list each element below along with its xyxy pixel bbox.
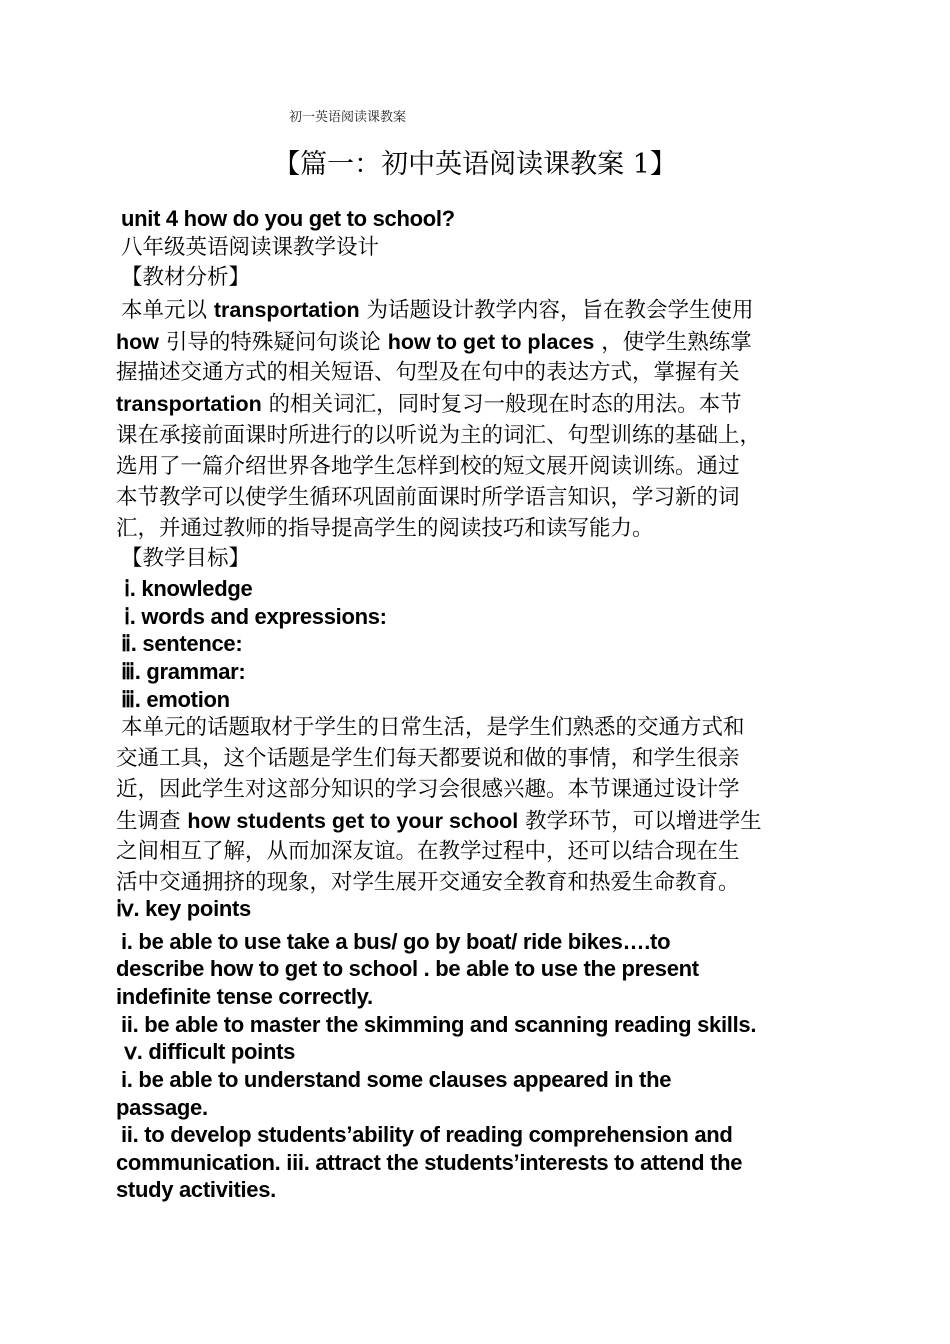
document-title: 【篇一：初中英语阅读课教案 1】 xyxy=(273,149,677,180)
paragraph-line: 近，因此学生对这部分知识的学习会很感兴趣。本节课通过设计学 xyxy=(116,777,740,802)
key-point-line: i. be able to use take a bus/ go by boat/ ride bikes….to xyxy=(121,929,671,954)
goal-item: ⅲ. grammar: xyxy=(121,659,246,684)
difficult-point-line: passage. xyxy=(116,1095,208,1120)
section-heading-goals: 【教学目标】 xyxy=(121,546,251,571)
key-points-heading: ⅳ. key points xyxy=(116,896,251,921)
paragraph-line: 握描述交通方式的相关短语、句型及在句中的表达方式，掌握有关 xyxy=(116,360,740,385)
paragraph-line: 本单元的话题取材于学生的日常生活，是学生们熟悉的交通方式和 xyxy=(121,715,745,740)
paragraph-line: 之间相互了解，从而加深友谊。在教学过程中，还可以结合现在生 xyxy=(116,839,740,864)
difficult-point-line: communication. iii. attract the students’interests to attend the xyxy=(116,1150,743,1175)
paragraph-line: 生调查 how students get to your school 教学环节，可以增进学生 xyxy=(116,809,762,834)
key-point-line: describe how to get to school . be able to use the present xyxy=(116,956,699,981)
paragraph-line: transportation 的相关词汇，同时复习一般现在时态的用法。本节 xyxy=(116,392,742,417)
key-point-line: indefinite tense correctly. xyxy=(116,984,373,1009)
paragraph-line: 汇，并通过教师的指导提高学生的阅读技巧和读写能力。 xyxy=(116,516,654,541)
paragraph-line: 活中交通拥挤的现象，对学生展开交通安全教育和热爱生命教育。 xyxy=(116,870,740,895)
goal-item: ⅰ. words and expressions: xyxy=(124,604,387,629)
goal-item: ⅱ. sentence: xyxy=(121,631,243,656)
paragraph-line: 本单元以 transportation 为话题设计教学内容，旨在教会学生使用 xyxy=(121,298,754,323)
difficult-point-line: i. be able to understand some clauses appeared in the xyxy=(121,1067,672,1092)
difficult-point-line: study activities. xyxy=(116,1177,276,1202)
goal-item: ⅲ. emotion xyxy=(121,687,230,712)
key-point-line: ii. be able to master the skimming and scanning reading skills. xyxy=(121,1012,757,1037)
section-heading-materials: 【教材分析】 xyxy=(121,265,251,290)
paragraph-line: how 引导的特殊疑问句谈论 how to get to places ，使学生熟练掌 xyxy=(116,330,752,355)
subtitle: 八年级英语阅读课教学设计 xyxy=(121,235,380,260)
paragraph-line: 课在承接前面课时所进行的以听说为主的词汇、句型训练的基础上， xyxy=(116,423,762,448)
page-header: 初一英语阅读课教案 xyxy=(289,110,407,125)
goal-item: ⅰ. knowledge xyxy=(124,576,253,601)
difficult-points-heading: ⅴ. difficult points xyxy=(124,1039,296,1064)
paragraph-line: 选用了一篇介绍世界各地学生怎样到校的短文展开阅读训练。通过 xyxy=(116,454,740,479)
paragraph-line: 本节教学可以使学生循环巩固前面课时所学语言知识，学习新的词 xyxy=(116,485,740,510)
difficult-point-line: ii. to develop students’ability of reading comprehension and xyxy=(121,1122,733,1147)
paragraph-line: 交通工具，这个话题是学生们每天都要说和做的事情，和学生很亲 xyxy=(116,746,740,771)
unit-title: unit 4 how do you get to school? xyxy=(121,206,455,231)
